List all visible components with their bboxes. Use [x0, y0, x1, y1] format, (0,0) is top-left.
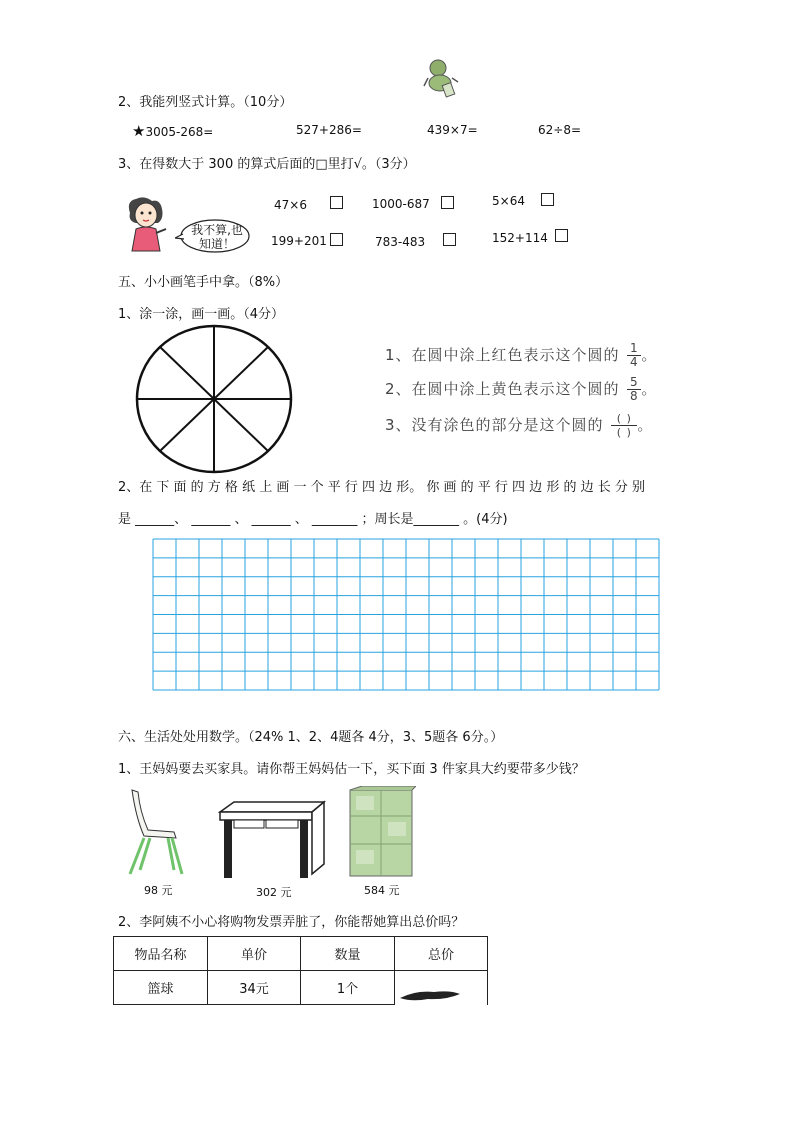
table-header-cell: 物品名称 — [114, 937, 208, 971]
price-label: 302 元 — [256, 886, 292, 899]
answer-checkbox[interactable] — [443, 233, 456, 246]
fraction-one-quarter: $\frac{1}{4}$ — [627, 342, 641, 369]
price-label: 584 元 — [364, 884, 400, 897]
q3-title: 3、在得数大于 300 的算式后面的□里打√。（3分） — [118, 157, 416, 172]
instruction-2: 2、在圆中涂上黄色表示这个圆的 $\frac{5}{8}$ 。 — [385, 375, 658, 403]
table-header-cell: 单价 — [208, 937, 301, 971]
cartoon-reading-figure — [422, 56, 462, 100]
q2-calc-row — [132, 122, 213, 140]
price-label: 98 元 — [144, 884, 173, 897]
q3-item: 5×64 — [492, 194, 525, 208]
q2-title: 2、我能列竖式计算。（10分） — [118, 95, 293, 110]
blank-line[interactable]: ______ — [135, 512, 175, 527]
blank-line[interactable]: _______ — [311, 512, 358, 527]
answer-checkbox[interactable] — [541, 193, 554, 206]
calc-item: 439×7= — [427, 123, 478, 137]
s6-q1-title: 1、王妈妈要去买家具。请你帮王妈妈估一下，买下面 3 件家具大约要带多少钱？ — [118, 762, 585, 777]
blank-line[interactable]: ______ — [251, 512, 291, 527]
table-cell: 34元 — [208, 971, 301, 1005]
q3-item: 47×6 — [274, 198, 307, 212]
q3-item: 783-483 — [375, 235, 426, 249]
q3-item: 1000-687 — [372, 197, 430, 211]
table-header-cell: 总价 — [395, 937, 488, 971]
table-header-row — [114, 937, 488, 971]
circle-divided-eighths[interactable] — [135, 323, 295, 483]
answer-checkbox[interactable] — [441, 196, 454, 209]
bubble-line: 我不算,也 — [191, 223, 243, 237]
instruction-text: 1、在圆中涂上红色表示这个圆的 — [385, 346, 620, 364]
fraction-five-eighths: $\frac{5}{8}$ — [627, 376, 641, 403]
calc-item: 3005-268= — [145, 125, 214, 139]
s6-q2-title: 2、李阿姨不小心将购物发票弄脏了，你能帮她算出总价吗？ — [118, 915, 465, 930]
star-icon: ★ — [132, 122, 146, 140]
table-cell: 篮球 — [114, 971, 208, 1005]
section5-title: 五、小小画笔手中拿。（8%） — [118, 275, 289, 290]
desk-image — [216, 800, 326, 880]
calc-item: 62÷8= — [538, 123, 582, 137]
chair-image — [124, 788, 188, 878]
cabinet-image — [348, 786, 416, 878]
fraction-blank: $\frac{( )}{( )}$ — [611, 412, 637, 439]
blank-line[interactable]: _______ — [413, 512, 460, 527]
q3-item: 199+201 — [271, 234, 327, 248]
blank-line[interactable]: ______ — [191, 512, 231, 527]
bubble-line: 知道！ — [198, 237, 235, 251]
table-cell: 1个 — [301, 971, 395, 1005]
instruction-text: 2、在圆中涂上黄色表示这个圆的 — [385, 380, 620, 398]
s5-q2-line1: 2、在 下 面 的 方 格 纸 上 画 一 个 平 行 四 边 形。 你 画 的 平 行 四 边 形 的 边 长 分 别 — [118, 480, 645, 495]
answer-checkbox[interactable] — [555, 229, 568, 242]
table-header-cell: 数量 — [301, 937, 395, 971]
answer-checkbox[interactable] — [330, 233, 343, 246]
instruction-1: 1、在圆中涂上红色表示这个圆的 $\frac{1}{4}$ 。 — [385, 341, 658, 369]
ink-smudge — [398, 988, 462, 1002]
speech-bubble-text — [189, 223, 245, 251]
instruction-3: 3、没有涂色的部分是这个圆的 $\frac{( )}{( )}$ 。 — [385, 412, 654, 439]
answer-checkbox[interactable] — [330, 196, 343, 209]
s5-q2-line2: 是 ______、 ______ 、 ______ 、 _______ ；周长是_______ 。(4分) — [118, 512, 508, 527]
square-grid-paper[interactable] — [152, 538, 660, 691]
section6-title: 六、生活处处用数学。（24% 1、2、4题各 4分，3、5题各 6分。） — [118, 730, 504, 745]
q3-item: 152+114 — [492, 231, 548, 245]
s5-q1-title: 1、涂一涂，画一画。（4分） — [118, 307, 285, 322]
instruction-text: 3、没有涂色的部分是这个圆的 — [385, 416, 604, 434]
calc-item: 527+286= — [296, 123, 362, 137]
